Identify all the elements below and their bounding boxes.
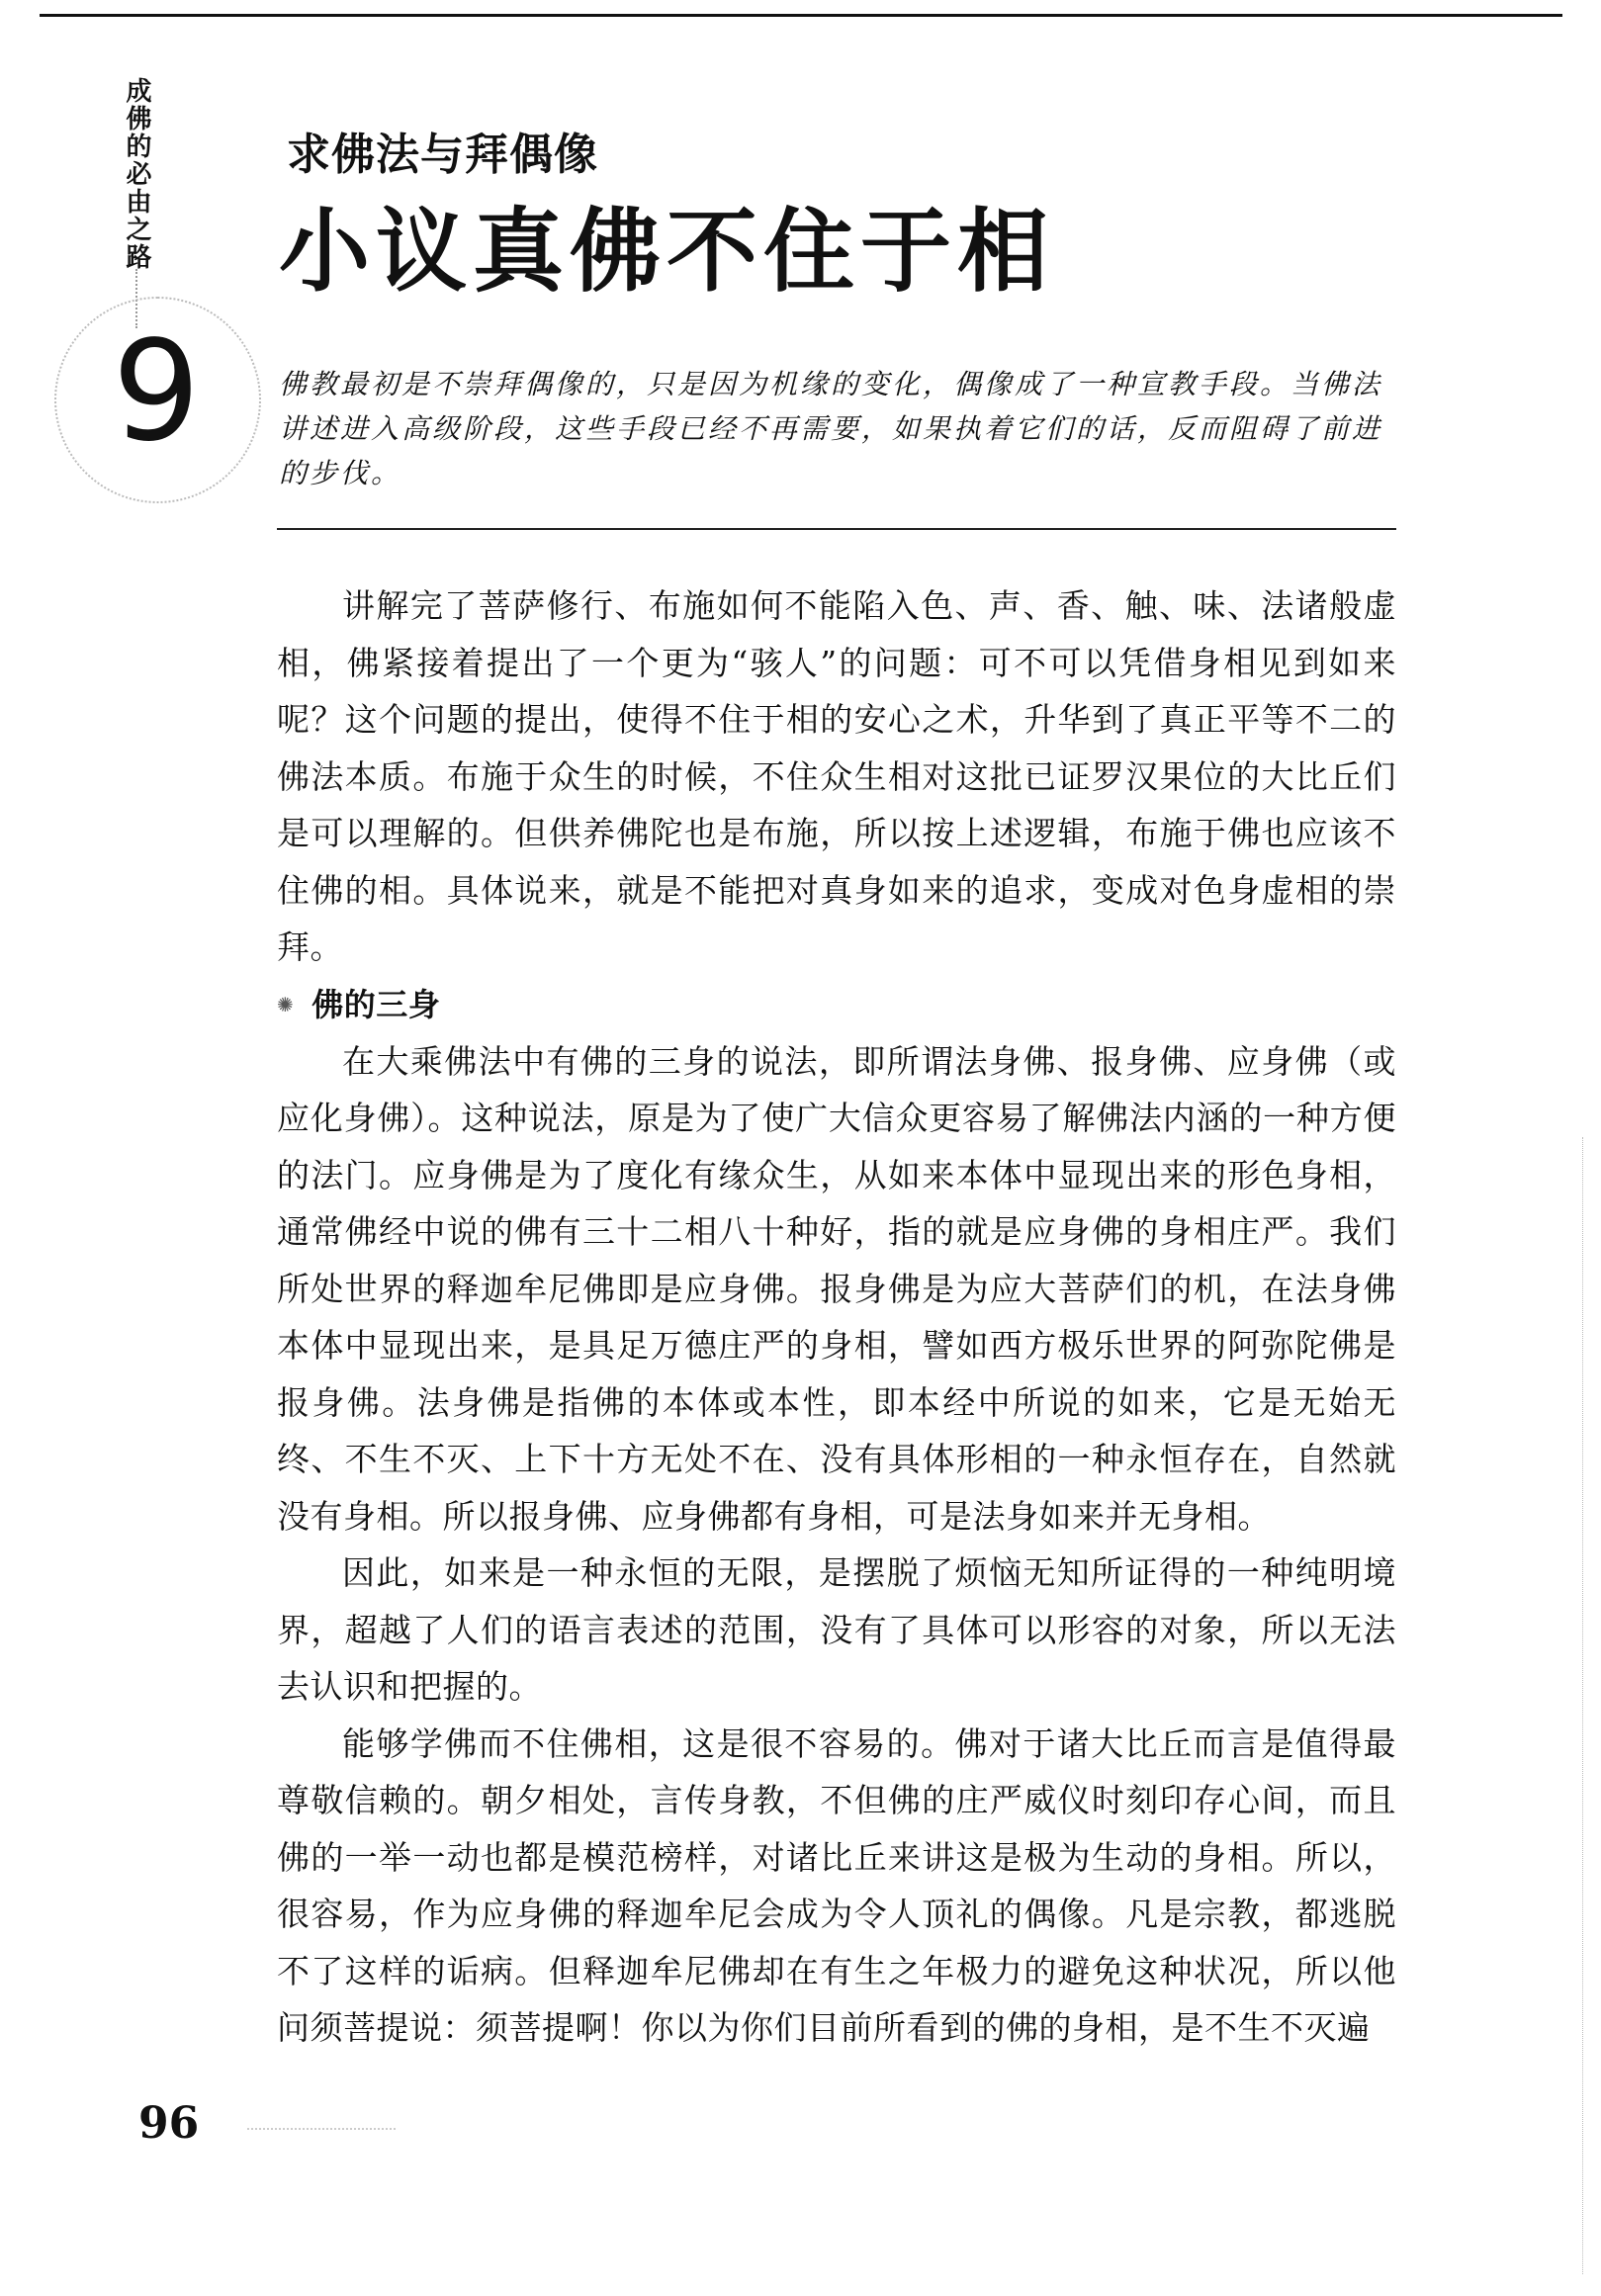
page-number: 96	[138, 2098, 200, 2149]
chapter-subtitle: 求佛法与拜偶像	[287, 130, 598, 180]
top-rule	[40, 14, 1562, 17]
body-paragraph: 能够学佛而不住佛相，这是很不容易的。佛对于诸大比丘而言是值得最尊敬信赖的。朝夕相处，言传身教，不但佛的庄严威仪时刻印存心间，而且佛的一举一动也都是模范榜样，对诸比丘来讲这是极为生动的身相。所以，很容易，作为应身佛的释迦牟尼会成为令人顶礼的偶像。凡是宗教，都逃脱不了这样的诟病。但释迦牟尼佛却在有生之年极力的避免这种状况，所以他问须菩提说：须菩提啊！你以为你们目前所看到的佛的身相，是不生不灭遍	[277, 1723, 1396, 2047]
chapter-title: 小议真佛不住于相	[279, 199, 1055, 305]
chapter-abstract: 佛教最初是不崇拜偶像的，只是因为机缘的变化，偶像成了一种宣教手段。当佛法讲述进入高级阶段，这些手段已经不再需要，如果执着它们的话，反而阻碍了前进的步伐。	[279, 368, 1383, 489]
body-text	[277, 577, 1396, 2057]
decorative-dotted-line	[247, 2128, 396, 2130]
body-paragraph: 讲解完了菩萨修行、布施如何不能陷入色、声、香、触、味、法诸般虚相，佛紧接着提出了一个更为“骇人”的问题：可不可以凭借身相见到如来呢？这个问题的提出，使得不住于相的安心之术，升华到了真正平等不二的佛法本质。布施于众生的时候，不住众生相对这批已证罗汉果位的大比丘们是可以理解的。但供养佛陀也是布施，所以按上述逻辑，布施于佛也应该不住佛的相。具体说来，就是不能把对真身如来的追求，变成对色身虚相的崇拜。	[277, 586, 1396, 966]
section-heading-text: 佛的三身	[311, 985, 441, 1023]
page-edge-marks	[1582, 1137, 1583, 2274]
body-paragraph: 因此，如来是一种永恒的无限，是摆脱了烦恼无知所证得的一种纯明境界，超越了人们的语言表述的范围，没有了具体可以形容的对象，所以无法去认识和把握的。	[277, 1553, 1396, 1706]
section-heading	[277, 984, 1396, 1027]
body-paragraph: 在大乘佛法中有佛的三身的说法，即所谓法身佛、报身佛、应身佛（或应化身佛）。这种说法，原是为了使广大信众更容易了解佛法内涵的一种方便的法门。应身佛是为了度化有缘众生，从如来本体中显现出来的形色身相，通常佛经中说的佛有三十二相八十种好，指的就是应身佛的身相庄严。我们所处世界的释迦牟尼佛即是应身佛。报身佛是为应大菩萨们的机，在法身佛本体中显现出来，是具足万德庄严的身相，譬如西方极乐世界的阿弥陀佛是报身佛。法身佛是指佛的本体或本性，即本经中所说的如来，它是无始无终、不生不灭、上下十方无处不在、没有具体形相的一种永恒存在，自然就没有身相。所以报身佛、应身佛都有身相，可是法身如来并无身相。	[277, 1041, 1396, 1536]
running-header-book-title: 成佛的必由之路	[122, 77, 151, 271]
flower-bullet-icon: ✺	[277, 992, 295, 1016]
chapter-number: 9	[112, 311, 201, 473]
abstract-divider	[277, 528, 1396, 530]
